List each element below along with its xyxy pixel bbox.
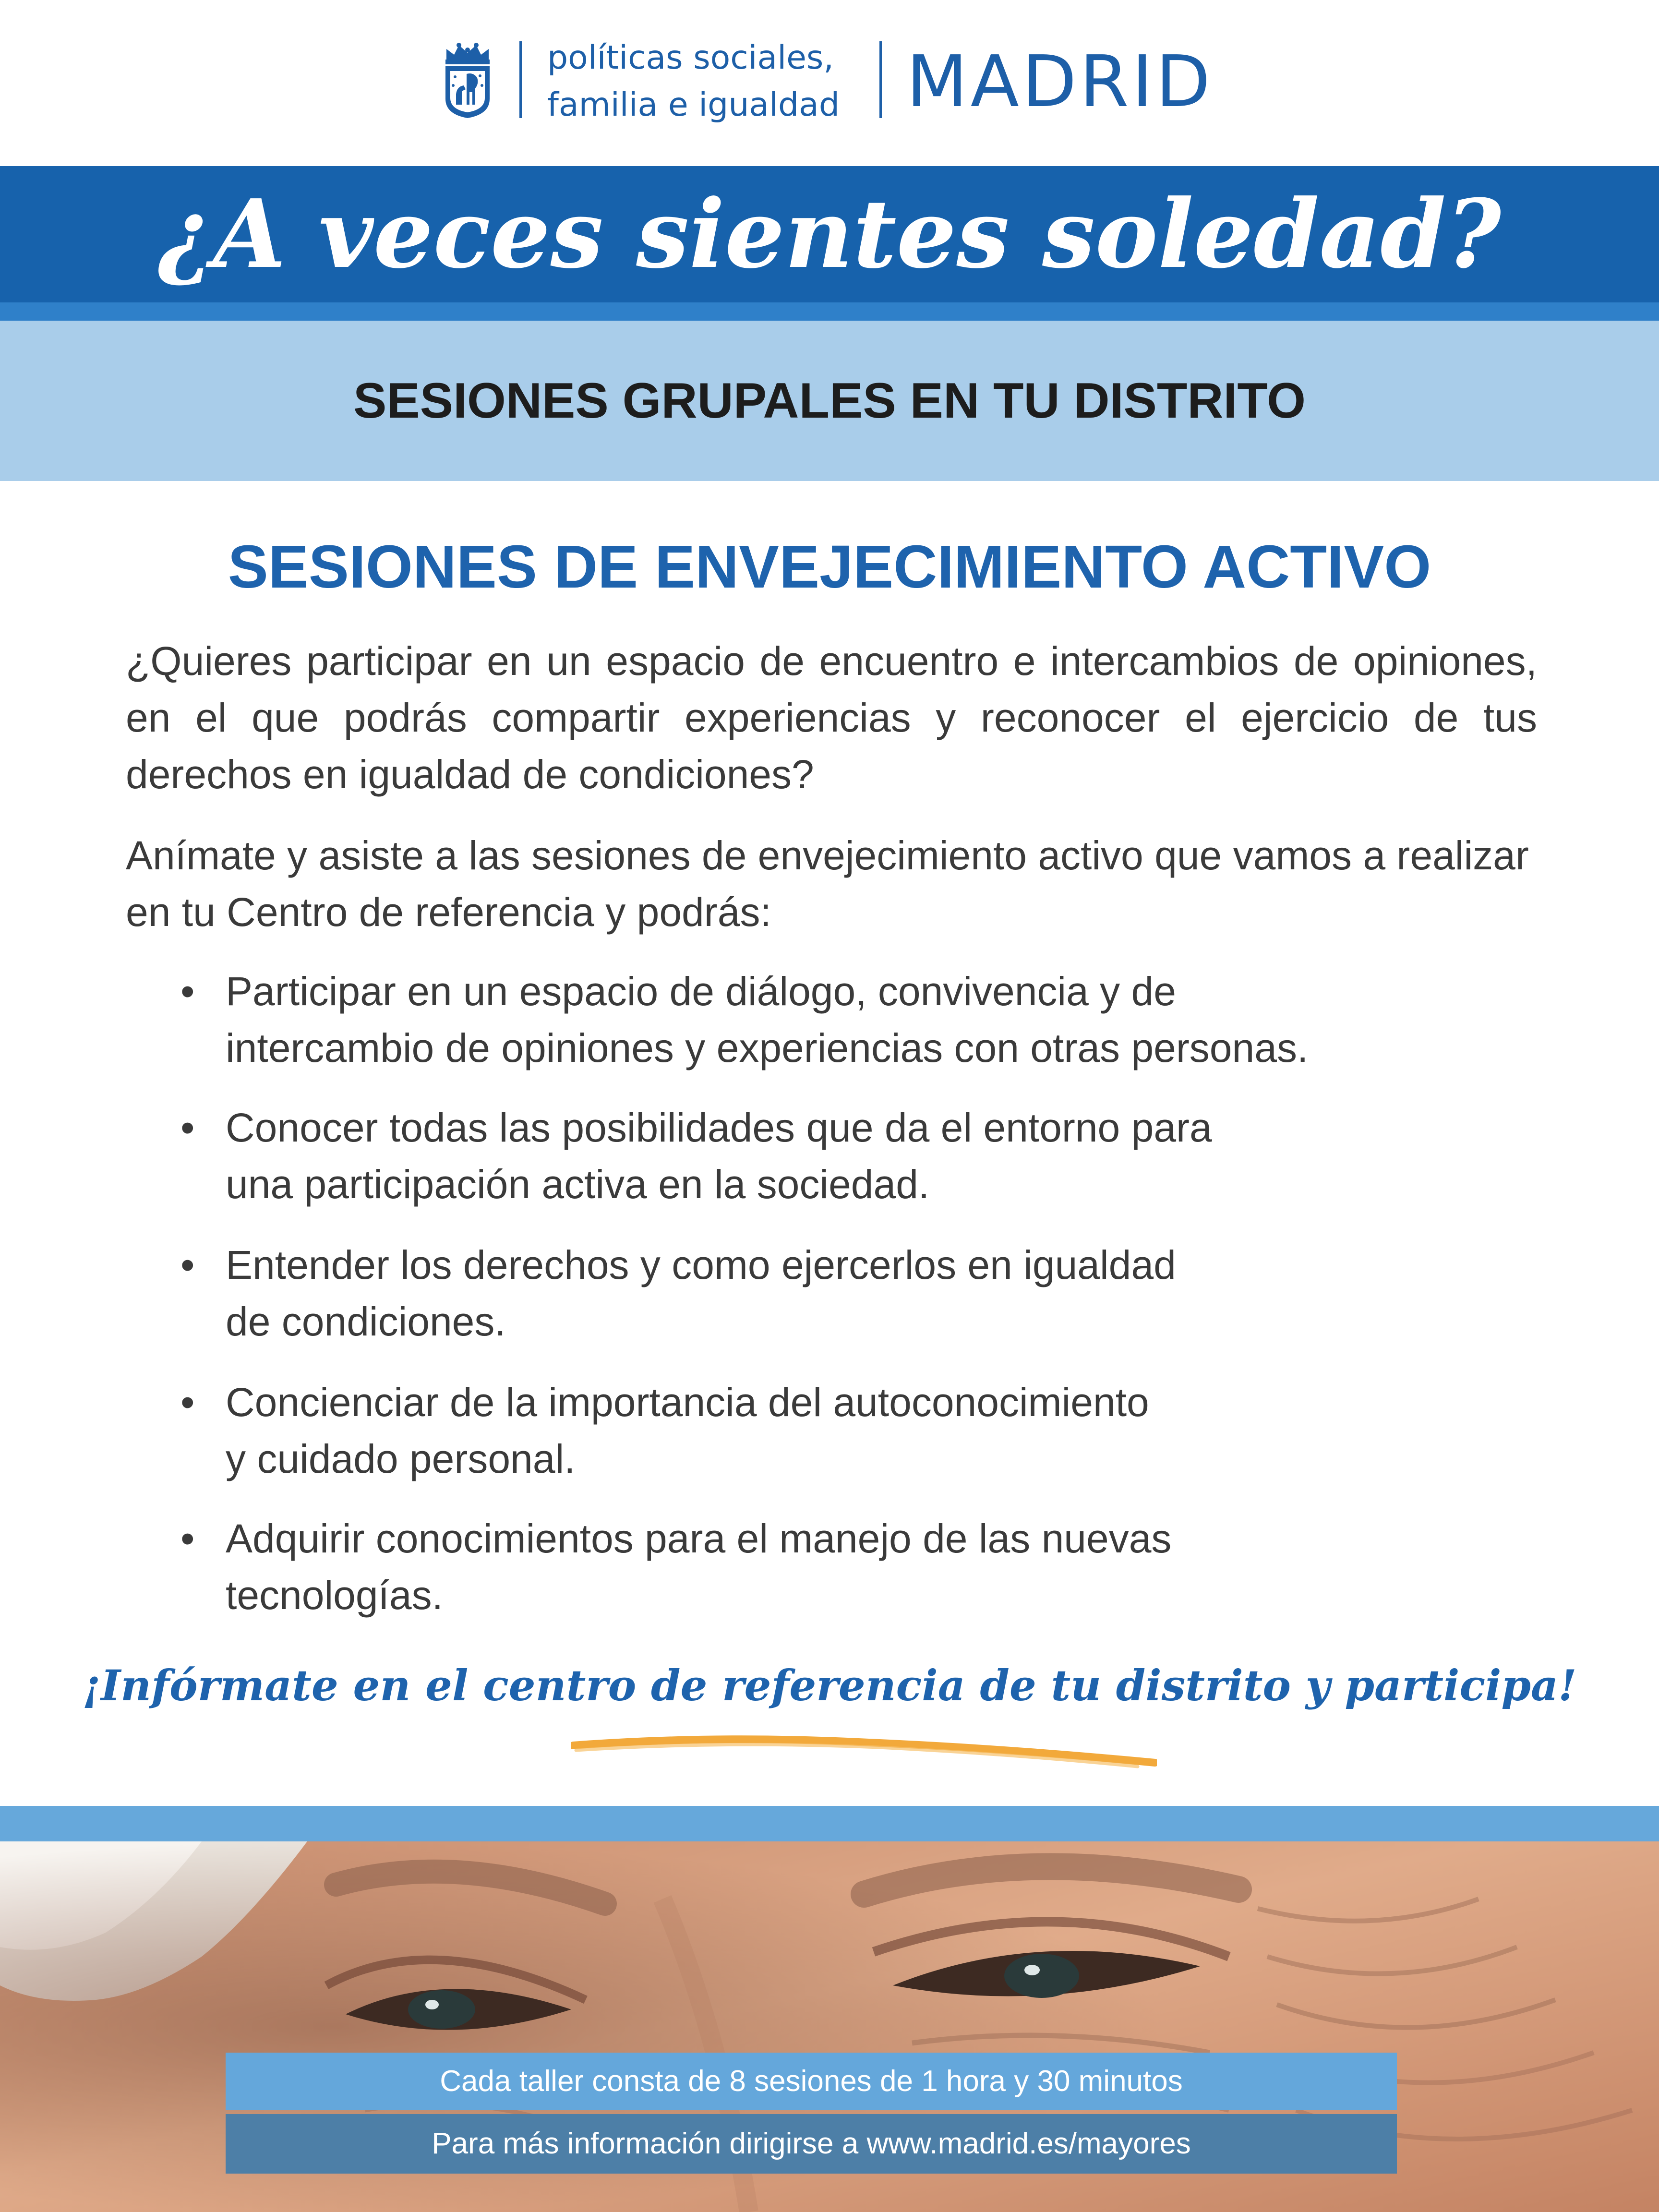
organization-line-1: políticas sociales, xyxy=(547,39,834,77)
benefit-text: Concienciar de la importancia del autoconocimiento y cuidado personal. xyxy=(226,1380,1149,1481)
organization-name xyxy=(547,35,912,129)
call-to-action: ¡Infórmate en el centro de referencia de tu distrito y participa! xyxy=(82,1660,1577,1710)
bullet-icon: • xyxy=(180,1516,195,1561)
organization-line-2: familia e igualdad xyxy=(547,86,840,124)
bullet-icon: • xyxy=(180,1380,195,1425)
madrid-coat-of-arms-icon xyxy=(443,42,493,119)
more-info: Para más información dirigirse a www.madrid.es/mayores xyxy=(226,2114,1397,2174)
photo-top-band xyxy=(0,1806,1659,1841)
benefit-text: Entender los derechos y como ejercerlos en igualdad de condiciones. xyxy=(226,1242,1176,1344)
title-band-edge xyxy=(0,302,1659,321)
intro-question: ¿Quieres participar en un espacio de encuentro e intercambios de opiniones, en el que podrás compartir experiencias y reconocer el ejercicio de tus derechos en igualdad de condiciones? xyxy=(126,638,1537,797)
bullet-icon: • xyxy=(180,1105,195,1150)
bullet-icon: • xyxy=(180,1242,195,1287)
intro-invite: Anímate y asiste a las sesiones de envejecimiento activo que vamos a realizar en tu Centro de referencia y podrás: xyxy=(126,833,1529,935)
section-title: SESIONES DE ENVEJECIMIENTO ACTIVO xyxy=(228,533,1431,601)
benefit-text: Conocer todas las posibilidades que da el entorno para una participación activa en la sociedad. xyxy=(226,1105,1212,1207)
benefit-text: Participar en un espacio de diálogo, convivencia y de intercambio de opiniones y experiencias con otras personas. xyxy=(226,969,1309,1070)
benefit-text: Adquirir conocimientos para el manejo de las nuevas tecnologías. xyxy=(226,1516,1172,1618)
sessions-info: Cada taller consta de 8 sesiones de 1 hora y 30 minutos xyxy=(226,2053,1397,2110)
main-title: ¿A veces sientes soledad? xyxy=(157,179,1502,289)
brush-underline-icon xyxy=(571,1728,1157,1771)
bullet-icon: • xyxy=(180,969,195,1014)
header-divider-left xyxy=(519,41,522,118)
city-name: MADRID xyxy=(906,40,1214,123)
subtitle: SESIONES GRUPALES EN TU DISTRITO xyxy=(353,373,1306,429)
